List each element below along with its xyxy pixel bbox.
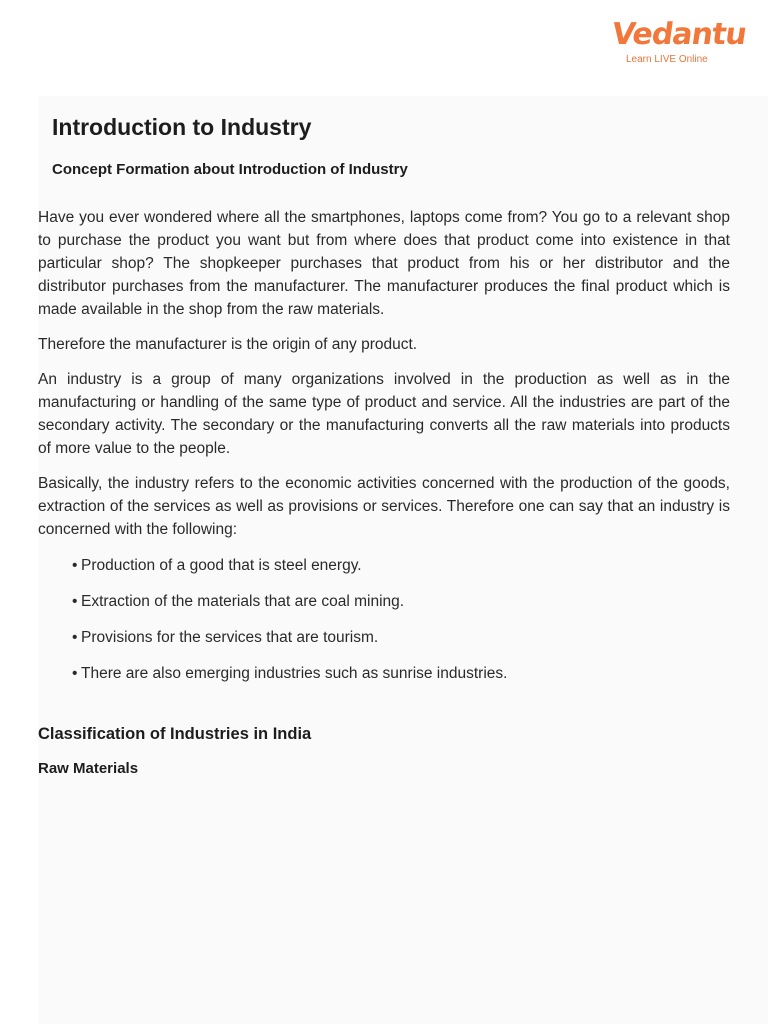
paragraph-economic-activities: Basically, the industry refers to the economic activities concerned with the production of the goods, extraction of the services as well as provisions or services. Therefore one can say that an industry is concerned with the following: xyxy=(38,475,730,538)
paragraph-industry-definition: An industry is a group of many organizations involved in the production as well as in the manufacturing or handling of the same type of product and service. All the industries are part of the secondary activity. The secondary or the manufacturing converts all the raw materials into products of more value to the people. xyxy=(38,371,730,457)
bullet-icon: • xyxy=(72,629,78,646)
list-item xyxy=(72,591,730,613)
list-item xyxy=(72,663,730,685)
brand-tagline: Learn LIVE Online xyxy=(626,54,708,65)
document-content xyxy=(38,108,730,779)
list-item-text: There are also emerging industries such as sunrise industries. xyxy=(81,665,508,682)
brand-logo xyxy=(609,17,749,74)
paragraph-origin: Therefore the manufacturer is the origin of any product. xyxy=(38,336,418,353)
list-item-text: Extraction of the materials that are coal mining. xyxy=(81,593,405,610)
list-item-text: Production of a good that is steel energy. xyxy=(81,557,362,574)
brand-name: Vedantu xyxy=(609,17,749,52)
list-item xyxy=(72,627,730,649)
bullet-icon: • xyxy=(72,593,78,610)
list-item-text: Provisions for the services that are tourism. xyxy=(81,629,379,646)
list-item xyxy=(72,555,730,577)
page-title: Introduction to Industry xyxy=(52,114,312,140)
sub-heading-raw-materials: Raw Materials xyxy=(38,760,139,777)
bullet-icon: • xyxy=(72,665,78,682)
bullet-icon: • xyxy=(72,557,78,574)
concept-heading: Concept Formation about Introduction of Industry xyxy=(52,161,408,178)
section-heading-classification: Classification of Industries in India xyxy=(38,725,312,743)
industry-concerns-list xyxy=(72,555,730,685)
paragraph-intro: Have you ever wondered where all the smartphones, laptops come from? You go to a relevant shop to purchase the product you want but from where does that product come into existence in that particular shop? The shopkeeper purchases that product from his or her distributor and the distributor purchases from the manufacturer. The manufacturer produces the final product which is made available in the shop from the raw materials. xyxy=(38,209,730,318)
